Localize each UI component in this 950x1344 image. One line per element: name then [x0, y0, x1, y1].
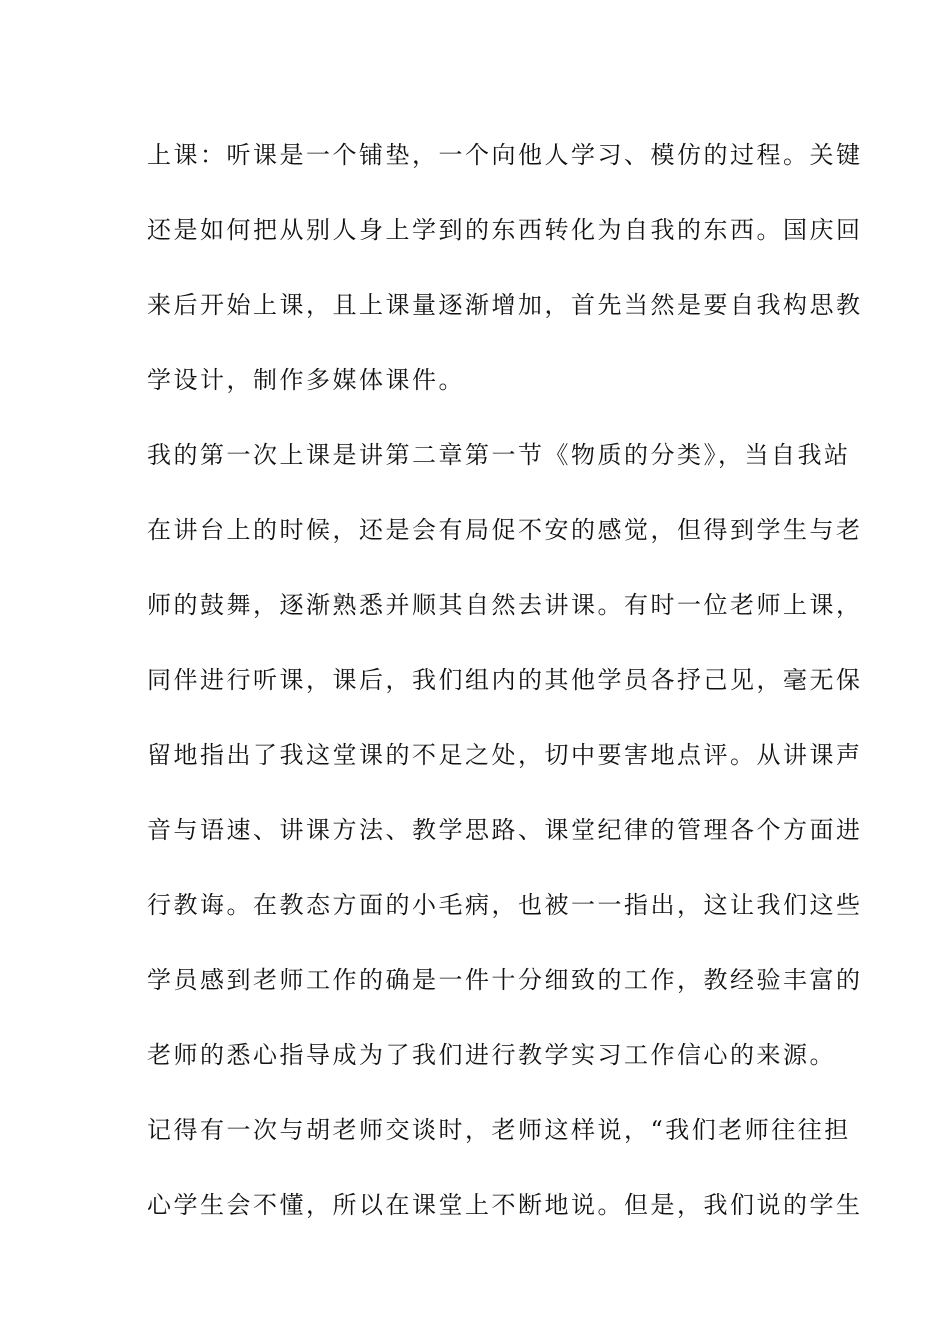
text-line-12: 学员感到老师工作的确是一件十分细致的工作，教经验丰富的: [147, 966, 863, 994]
text-line-8: 同伴进行听课，课后，我们组内的其他学员各抒己见，毫无保: [147, 666, 863, 694]
text-line-7: 师的鼓舞，逐渐熟悉并顺其自然去讲课。有时一位老师上课，: [147, 591, 863, 619]
text-line-14: 记得有一次与胡老师交谈时，老师这样说，“我们老师往往担: [147, 1116, 851, 1144]
text-line-10: 音与语速、讲课方法、教学思路、课堂纪律的管理各个方面进: [147, 816, 863, 844]
body-text: [147, 130, 863, 1255]
text-line-3: 来后开始上课，且上课量逐渐增加，首先当然是要自我构思教: [147, 291, 863, 319]
text-line-5: 我的第一次上课是讲第二章第一节《物质的分类》，当自我站: [147, 441, 851, 469]
text-line-6: 在讲台上的时候，还是会有局促不安的感觉，但得到学生与老: [147, 516, 863, 544]
text-line-2: 还是如何把从别人身上学到的东西转化为自我的东西。国庆回: [147, 216, 863, 244]
text-line-13: 老师的悉心指导成为了我们进行教学实习工作信心的来源。: [147, 1041, 836, 1069]
text-line-9: 留地指出了我这堂课的不足之处，切中要害地点评。从讲课声: [147, 741, 863, 769]
text-line-1: 上课：听课是一个铺垫，一个向他人学习、模仿的过程。关键: [147, 141, 863, 169]
text-line-4: 学设计，制作多媒体课件。: [147, 366, 465, 394]
text-line-11: 行教诲。在教态方面的小毛病，也被一一指出，这让我们这些: [147, 891, 863, 919]
text-line-15: 心学生会不懂，所以在课堂上不断地说。但是，我们说的学生: [147, 1191, 863, 1219]
